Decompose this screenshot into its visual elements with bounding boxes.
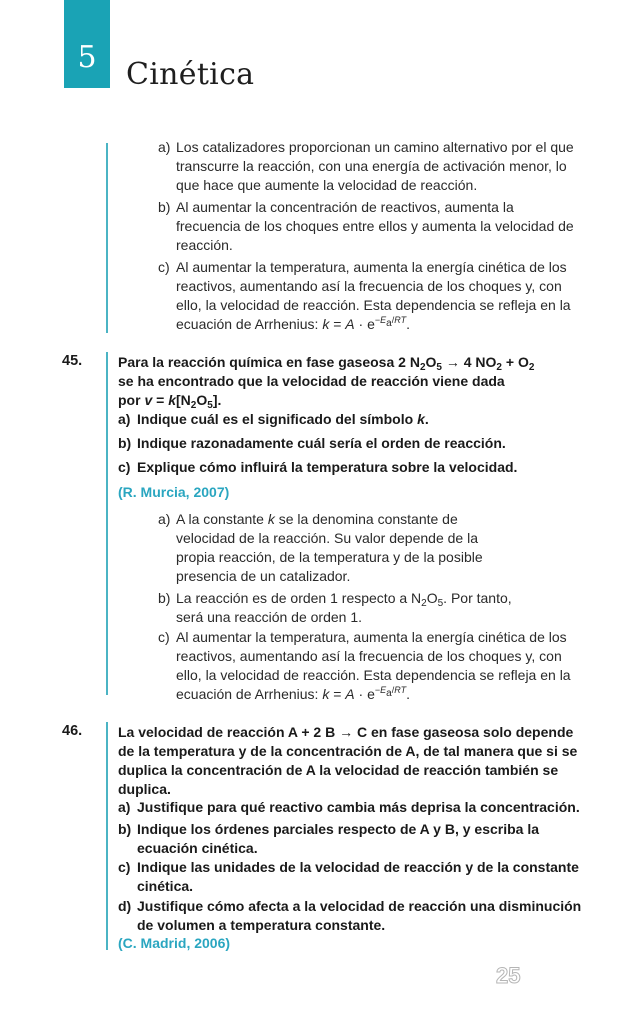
question-option (118, 410, 588, 429)
option-text: Indique razonadamente cuál sería el orden de reacción. (137, 435, 506, 451)
answer-text: Al aumentar la concentración de reactivos, aumenta la frecuencia de los choques entre ellos y aumenta la velocidad de reacción. (176, 199, 574, 253)
option-text: Justifique cómo afecta a la velocidad de reacción una disminución de volumen a temperatura constante. (137, 898, 582, 933)
answer-item (158, 138, 578, 195)
answer-label: a) (158, 511, 171, 527)
option-text: Indique las unidades de la velocidad de reacción y de la constante cinética. (137, 859, 579, 894)
question-option (118, 798, 588, 817)
answer-text: Al aumentar la temperatura, aumenta la energía cinética de los reactivos, aumentando así la frecuencia de los choques y, con ello, la velocidad de reacción. Esta dependencia se refleja en la ecuación de Arrhenius: $k = A \cdot e^{-E_a/RT}$. (176, 629, 571, 702)
answer-label: b) (158, 199, 171, 215)
chapter-tab (64, 0, 110, 88)
option-text: Justifique para qué reactivo cambia más deprisa la concentración. (137, 799, 580, 815)
option-text: Indique cuál es el significado del símbolo k. (137, 411, 429, 427)
option-label: a) (118, 799, 131, 815)
answer-item (158, 198, 578, 255)
question-option (118, 434, 588, 453)
option-label: c) (118, 459, 131, 475)
question-option (118, 897, 588, 935)
question-source: (R. Murcia, 2007) (118, 484, 230, 500)
answer-text: A la constante k se la denomina constante de velocidad de la reacción. Su valor depende de la propia reacción, de la temperatura y de la posible presencia de un catalizador. (176, 511, 483, 584)
answer-text: Al aumentar la temperatura, aumenta la energía cinética de los reactivos, aumentando así la frecuencia de los choques y, con ello, la velocidad de reacción. Esta dependencia se refleja en la ecuación de Arrhenius: $k = A \cdot e^{-E_a/RT}$. (176, 259, 571, 332)
answer-item (158, 589, 578, 627)
question-option (118, 820, 588, 858)
answer-item (158, 510, 578, 586)
question-source: (C. Madrid, 2006) (118, 935, 231, 951)
answer-label: c) (158, 629, 170, 645)
left-rule (106, 722, 108, 950)
question-option (118, 858, 588, 896)
option-label: d) (118, 898, 132, 914)
option-label: b) (118, 821, 132, 837)
chapter-number: 5 (77, 40, 97, 75)
chapter-title: Cinética (126, 57, 255, 92)
answer-item (158, 258, 578, 334)
question-stem: La velocidad de reacción A + 2 B → C en fase gaseosa solo depende de la temperatura y de la concentración de A, de tal manera que si se duplica la concentración de A la velocidad de reacción también se duplica. (118, 724, 578, 797)
question-number: 46. (62, 723, 83, 739)
answer-label: a) (158, 139, 171, 155)
answer-label: b) (158, 590, 171, 606)
question-option (118, 458, 588, 477)
option-label: a) (118, 411, 131, 427)
option-text: Indique los órdenes parciales respecto de A y B, y escriba la ecuación cinética. (137, 821, 540, 856)
question-stem: Para la reacción química en fase gaseosa 2 $N_2O_5 \to 4$ $NO_2 + O_2$ se ha encontrado que la velocidad de reacción viene dada por $v = k[N_2O_5]$. (118, 354, 535, 411)
option-label: c) (118, 859, 131, 875)
option-label: b) (118, 435, 132, 451)
answer-text: La reacción es de orden 1 respecto a $N_2O_5$. Por tanto, será una reacción de orden 1. (176, 590, 512, 625)
question-number: 45. (62, 353, 83, 369)
left-rule (106, 143, 108, 333)
answer-item (158, 628, 578, 704)
page-number: 25 (496, 963, 521, 988)
option-text: Explique cómo influirá la temperatura sobre la velocidad. (137, 459, 518, 475)
answer-text: Los catalizadores proporcionan un camino alternativo por el que transcurre la reacción, con una energía de activación menor, lo que hace que aumente la velocidad de reacción. (176, 139, 574, 193)
answer-label: c) (158, 259, 170, 275)
left-rule (106, 352, 108, 695)
